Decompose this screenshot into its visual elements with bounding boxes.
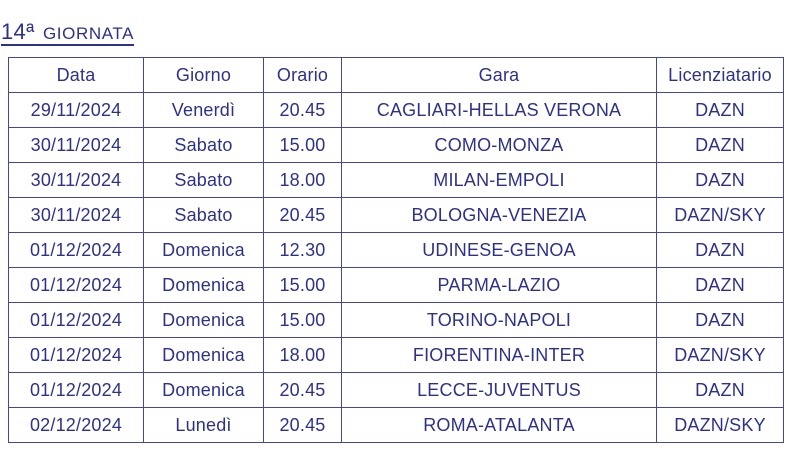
cell-gara: ROMA-ATALANTA (342, 408, 657, 443)
cell-giorno: Sabato (144, 163, 264, 198)
cell-gara: PARMA-LAZIO (342, 268, 657, 303)
cell-licenziatario: DAZN (657, 163, 784, 198)
fixtures-table (8, 57, 784, 443)
cell-orario: 20.45 (264, 93, 342, 128)
cell-licenziatario: DAZN (657, 93, 784, 128)
cell-gara: LECCE-JUVENTUS (342, 373, 657, 408)
cell-giorno: Sabato (144, 128, 264, 163)
cell-data: 30/11/2024 (9, 128, 144, 163)
cell-gara: MILAN-EMPOLI (342, 163, 657, 198)
cell-orario: 15.00 (264, 128, 342, 163)
cell-giorno: Venerdì (144, 93, 264, 128)
cell-gara: COMO-MONZA (342, 128, 657, 163)
cell-data: 01/12/2024 (9, 268, 144, 303)
cell-licenziatario: DAZN (657, 233, 784, 268)
table-row (9, 338, 784, 373)
cell-data: 01/12/2024 (9, 373, 144, 408)
cell-giorno: Domenica (144, 373, 264, 408)
cell-data: 30/11/2024 (9, 163, 144, 198)
cell-giorno: Sabato (144, 198, 264, 233)
cell-giorno: Domenica (144, 303, 264, 338)
table-row (9, 268, 784, 303)
cell-gara: BOLOGNA-VENEZIA (342, 198, 657, 233)
cell-licenziatario: DAZN (657, 303, 784, 338)
cell-gara: UDINESE-GENOA (342, 233, 657, 268)
cell-licenziatario: DAZN (657, 128, 784, 163)
table-row (9, 303, 784, 338)
cell-orario: 20.45 (264, 373, 342, 408)
header-data: Data (9, 58, 144, 93)
cell-licenziatario: DAZN/SKY (657, 198, 784, 233)
cell-giorno: Domenica (144, 338, 264, 373)
header-row (9, 58, 784, 93)
cell-licenziatario: DAZN (657, 268, 784, 303)
cell-orario: 20.45 (264, 408, 342, 443)
table-row (9, 373, 784, 408)
fixtures-body (9, 93, 784, 443)
cell-orario: 15.00 (264, 268, 342, 303)
table-row (9, 128, 784, 163)
cell-licenziatario: DAZN/SKY (657, 408, 784, 443)
header-orario: Orario (264, 58, 342, 93)
cell-gara: CAGLIARI-HELLAS VERONA (342, 93, 657, 128)
cell-giorno: Domenica (144, 233, 264, 268)
table-row (9, 93, 784, 128)
table-row (9, 163, 784, 198)
cell-orario: 18.00 (264, 338, 342, 373)
cell-licenziatario: DAZN (657, 373, 784, 408)
cell-orario: 12.30 (264, 233, 342, 268)
table-row (9, 408, 784, 443)
cell-orario: 18.00 (264, 163, 342, 198)
page-title (1, 21, 134, 46)
cell-data: 01/12/2024 (9, 338, 144, 373)
cell-orario: 15.00 (264, 303, 342, 338)
header-licenziatario: Licenziatario (657, 58, 784, 93)
header-gara: Gara (342, 58, 657, 93)
cell-data: 29/11/2024 (9, 93, 144, 128)
table-row (9, 198, 784, 233)
cell-data: 30/11/2024 (9, 198, 144, 233)
cell-data: 01/12/2024 (9, 303, 144, 338)
cell-licenziatario: DAZN/SKY (657, 338, 784, 373)
cell-giorno: Domenica (144, 268, 264, 303)
cell-gara: FIORENTINA-INTER (342, 338, 657, 373)
cell-data: 02/12/2024 (9, 408, 144, 443)
matchday-label: GIORNATA (42, 24, 135, 43)
cell-orario: 20.45 (264, 198, 342, 233)
cell-giorno: Lunedì (144, 408, 264, 443)
table-row (9, 233, 784, 268)
cell-gara: TORINO-NAPOLI (342, 303, 657, 338)
matchday-number: 14ª (1, 19, 35, 44)
header-giorno: Giorno (144, 58, 264, 93)
cell-data: 01/12/2024 (9, 233, 144, 268)
